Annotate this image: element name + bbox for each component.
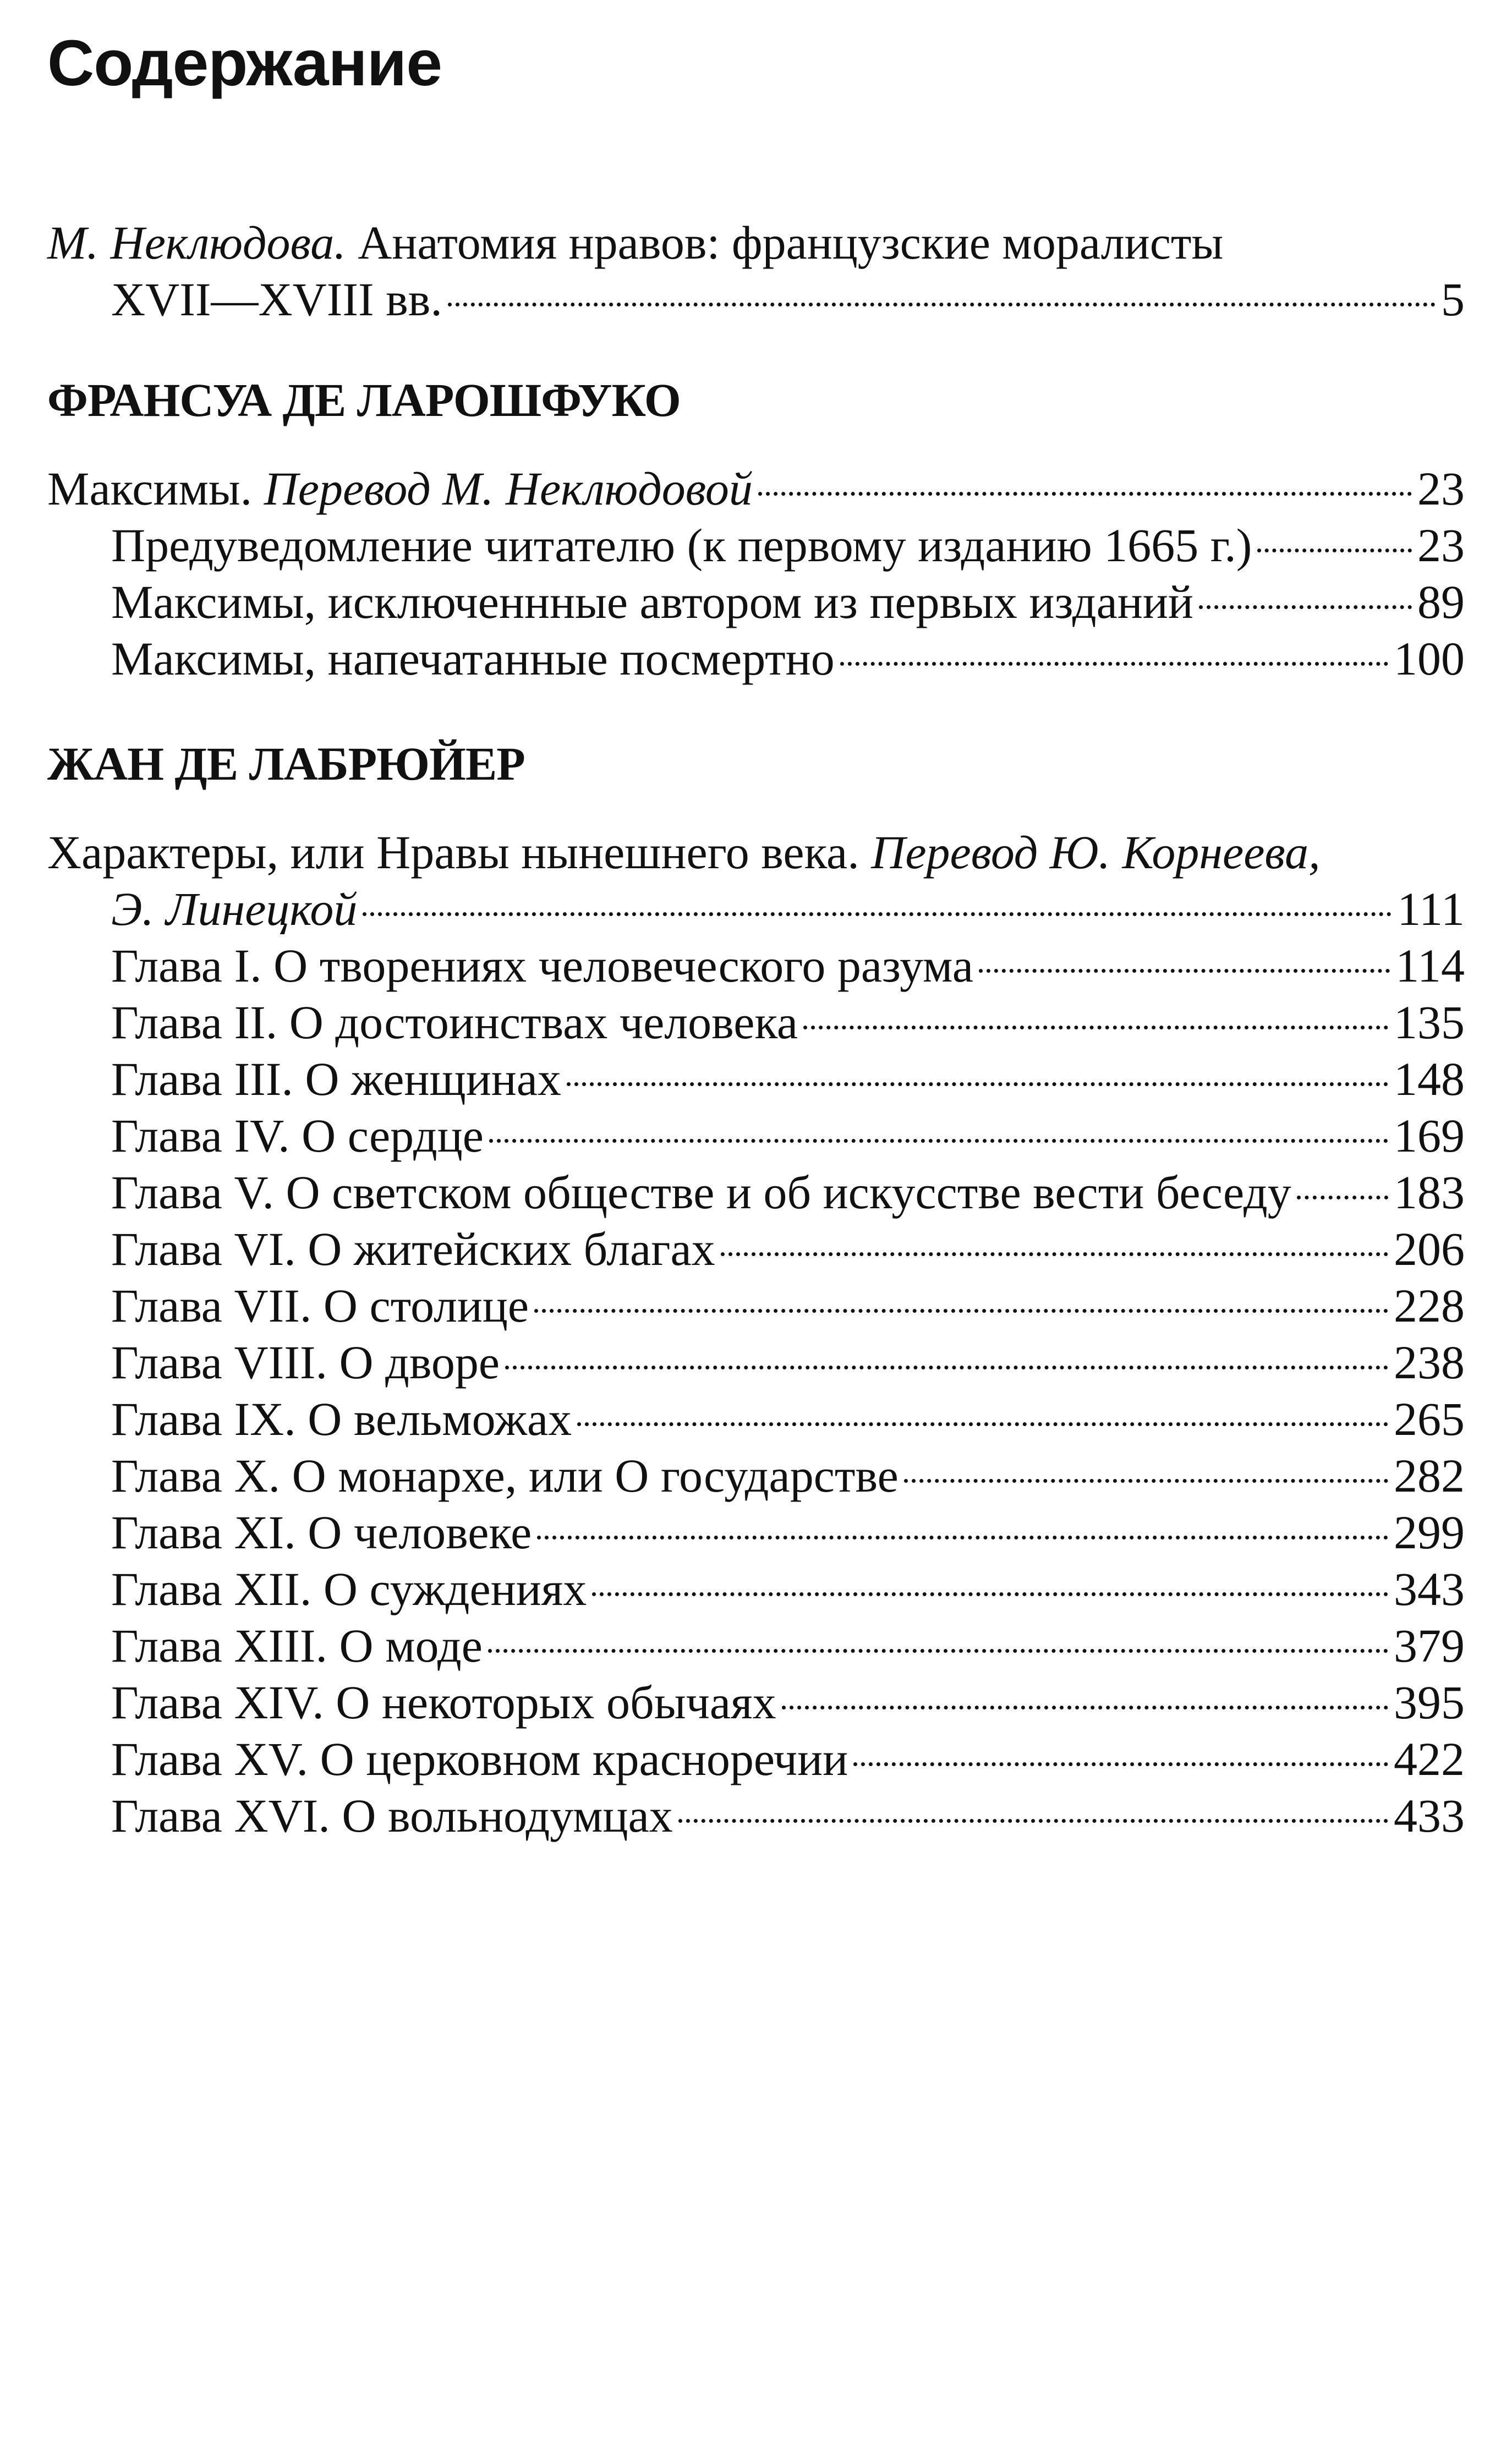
dot-leader [448, 303, 1436, 306]
page-number: 299 [1394, 1506, 1465, 1559]
entry-title: Максимы. [47, 462, 253, 515]
toc-entry-chapter-9[interactable] [47, 1391, 1465, 1448]
toc-entry-characters[interactable] [47, 824, 1465, 938]
page-number: 135 [1394, 996, 1465, 1049]
dot-leader [678, 1819, 1388, 1823]
spacer [47, 328, 1465, 372]
dot-leader [853, 1762, 1388, 1766]
entry-text: Глава I. О творениях человеческого разума [111, 939, 974, 992]
entry-translator-line2: Э. Линецкой [111, 883, 358, 935]
page-number: 114 [1395, 939, 1465, 992]
toc-entry-chapter-11[interactable] [47, 1504, 1465, 1561]
dot-leader [488, 1649, 1388, 1653]
toc-entry-intro[interactable] [47, 215, 1465, 328]
page-number: 169 [1394, 1109, 1465, 1162]
entry-text: Глава XII. О суждениях [111, 1563, 587, 1615]
page-number: 183 [1394, 1166, 1465, 1219]
section-heading: ЖАН ДЕ ЛАБРЮЙЕР [47, 737, 525, 790]
entry-text: Максимы, исключеннные автором из первых изданий [111, 576, 1193, 628]
page-title: Содержание [47, 27, 442, 100]
toc-entry-chapter-10[interactable] [47, 1448, 1465, 1504]
entry-title: Характеры, или Нравы нынешнего века. [47, 826, 859, 879]
dot-leader [363, 912, 1392, 916]
entry-text: Глава XI. О человеке [111, 1506, 532, 1559]
toc-entry-chapter-1[interactable] [47, 938, 1465, 994]
section-heading: ФРАНСУА ДЕ ЛАРОШФУКО [47, 374, 681, 426]
page-number: 343 [1394, 1563, 1465, 1615]
page-number: 206 [1394, 1223, 1465, 1275]
dot-leader [840, 662, 1388, 666]
page-number: 238 [1394, 1336, 1465, 1389]
entry-text: Глава II. О достоинствах человека [111, 996, 798, 1049]
entry-text: Глава V. О светском обществе и об искусстве вести беседу [111, 1166, 1291, 1219]
dot-leader [721, 1252, 1388, 1256]
toc-entry-chapter-2[interactable] [47, 994, 1465, 1051]
toc-entry-chapter-13[interactable] [47, 1618, 1465, 1674]
dot-leader [505, 1366, 1388, 1369]
entry-text: Глава VII. О столице [111, 1279, 529, 1332]
page-number: 89 [1417, 576, 1465, 628]
toc-entry-chapter-14[interactable] [47, 1674, 1465, 1731]
dot-leader [577, 1422, 1388, 1426]
dot-leader [592, 1592, 1388, 1596]
toc-entry-chapter-7[interactable] [47, 1278, 1465, 1334]
entry-text: Глава XVI. О вольнодумцах [111, 1789, 673, 1842]
toc-entry-intro-line2 [47, 271, 1465, 328]
dot-leader [537, 1536, 1388, 1539]
entry-text: Глава XV. О церковном красноречии [111, 1733, 848, 1785]
entry-text: Глава VIII. О дворе [111, 1336, 500, 1389]
dot-leader [803, 1026, 1388, 1029]
dot-leader [1257, 549, 1412, 552]
toc-entry-chapter-4[interactable] [47, 1108, 1465, 1164]
toc-entry-line2 [47, 881, 1465, 938]
entry-text: Предуведомление читателю (к первому изданию 1665 г.) [111, 519, 1252, 572]
page-number: 5 [1441, 273, 1465, 326]
entry-text: Глава VI. О житейских благах [111, 1223, 715, 1275]
toc-entry-line1 [47, 824, 1465, 881]
page-number: 148 [1394, 1053, 1465, 1105]
entry-translator: Перевод М. Неклюдовой [252, 462, 753, 515]
page-number: 23 [1417, 462, 1465, 515]
entry-text: Глава X. О монархе, или О государстве [111, 1449, 899, 1502]
toc-entry-chapter-5[interactable] [47, 1164, 1465, 1221]
toc-section-labruyere [47, 736, 1465, 1844]
toc-entry-chapter-16[interactable] [47, 1788, 1465, 1844]
toc-entry-maxims[interactable] [47, 461, 1465, 517]
entry-translator-line1: Перевод Ю. Корнеева, [859, 826, 1321, 879]
entry-text: Глава XIV. О некоторых обычаях [111, 1676, 776, 1729]
entry-text [47, 461, 753, 517]
toc-entry-item[interactable] [47, 574, 1465, 631]
intro-title-line2: XVII—XVIII вв. [111, 273, 442, 326]
page-number: 422 [1394, 1733, 1465, 1785]
dot-leader [1199, 605, 1412, 609]
toc-entry-line [47, 461, 1465, 517]
entry-text: Глава XIII. О моде [111, 1619, 483, 1672]
intro-author: М. Неклюдова. [47, 216, 346, 269]
toc-section-larochefoucauld [47, 372, 1465, 687]
page-number: 111 [1397, 883, 1465, 935]
entry-text: Глава IV. О сердце [111, 1109, 484, 1162]
toc-entry-intro-line1 [47, 215, 1465, 271]
toc-entry-chapter-3[interactable] [47, 1051, 1465, 1108]
page-number: 433 [1394, 1789, 1465, 1842]
entry-text: Глава III. О женщинах [111, 1053, 561, 1105]
chapter-list [47, 938, 1465, 1844]
toc-entry-chapter-8[interactable] [47, 1334, 1465, 1391]
toc-entry-chapter-15[interactable] [47, 1731, 1465, 1788]
intro-title-line1: Анатомия нравов: французские моралисты [346, 216, 1224, 269]
entry-text: Максимы, напечатанные посмертно [111, 632, 835, 685]
page-number: 379 [1394, 1619, 1465, 1672]
dot-leader [489, 1139, 1388, 1143]
toc-page [47, 22, 1465, 1844]
page-number: 265 [1394, 1393, 1465, 1445]
dot-leader [904, 1479, 1388, 1483]
dot-leader [567, 1082, 1388, 1086]
page-number: 282 [1394, 1449, 1465, 1502]
dot-leader [758, 492, 1412, 496]
spacer [47, 687, 1465, 736]
toc-entry-item[interactable] [47, 517, 1465, 574]
dot-leader [1297, 1196, 1388, 1199]
toc-entry-item[interactable] [47, 631, 1465, 687]
page-number: 228 [1394, 1279, 1465, 1332]
toc-entry-chapter-6[interactable] [47, 1221, 1465, 1278]
page-number: 395 [1394, 1676, 1465, 1729]
toc-entry-chapter-12[interactable] [47, 1561, 1465, 1618]
dot-leader [979, 969, 1390, 973]
entry-text: Глава IX. О вельможах [111, 1393, 572, 1445]
dot-leader [782, 1706, 1388, 1709]
page-number: 100 [1394, 632, 1465, 685]
page-number: 23 [1417, 519, 1465, 572]
dot-leader [534, 1309, 1388, 1313]
